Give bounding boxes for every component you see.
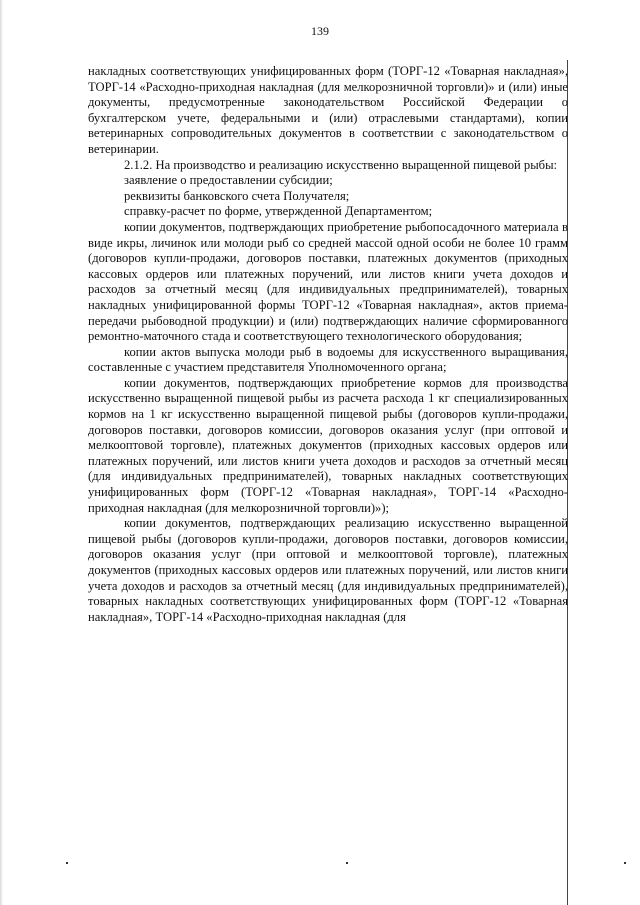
page-number: 139	[311, 24, 329, 38]
paragraph-continuation: накладных соответствующих унифицированных форм (ТОРГ-12 «Товарная накладная», ТОРГ-14 «Расходно-приходная накладная (для мелкорозничной торговли)» и (или) иные документы, предусмотренные законодательством Российской Федерации о бухгалтерском учете, федеральными и (или) отраслевыми стандартами), копии ветеринарных сопроводительных документов в соответствии с законодательством о ветеринарии.	[88, 64, 568, 156]
list-item: копии документов, подтверждающих реализацию искусственно выращенной пищевой рыбы (договоров купли-продажи, договоров поставки, договоров комиссии, договоров оказания услуг (при оптовой и мелкооптовой торговле), платежных документов (приходных кассовых ордеров или платежных поручений, или листов книги учета доходов и расходов за отчетный месяц (для индивидуальных предпринимателей), товарных накладных соответствующих унифицированных форм (ТОРГ-12 «Товарная накладная», ТОРГ-14 «Расходно-приходная накладная (для	[88, 516, 568, 624]
list-item: справку-расчет по форме, утвержденной Департаментом;	[124, 204, 433, 219]
scan-speck	[66, 862, 68, 864]
list-item: реквизиты банковского счета Получателя;	[124, 188, 350, 203]
list-item: копии документов, подтверждающих приобретение рыбопосадочного материала в виде икры, личинок или молоди рыб со средней массой одной особи не более 10 грамм (договоров купли-продажи, договоров поставки, платежных документов (приходных кассовых ордеров или платежных поручений, или листов книги учета доходов и расходов за отчетный месяц (для индивидуальных предпринимателей), товарных накладных унифицированной формы ТОРГ-12 «Товарная накладная», актов приема-передачи рыбоводной продукции) и (или) подтверждающих наличие сформированного ремонтно-маточного стада и соответствующего технологического оборудования;	[88, 219, 568, 344]
scan-speck	[624, 862, 626, 864]
document-body	[88, 64, 568, 625]
scan-edge	[0, 0, 3, 905]
list-item: копии документов, подтверждающих приобретение кормов для производства искусственно выращенной пищевой рыбы из расчета расхода 1 кг специализированных кормов на 1 кг искусственно выращенной пищевой рыбы (договоров купли-продажи, договоров поставки, договоров комиссии, договоров оказания услуг (при оптовой и мелкооптовой торговле), платежных документов (приходных кассовых ордеров или платежных поручений, или листов книги учета доходов и расходов за отчетный месяц (для индивидуальных предпринимателей), товарных накладных соответствующих унифицированных форм (ТОРГ-12 «Товарная накладная», ТОРГ-14 «Расходно-приходная накладная (для мелкорозничной торговли)»);	[88, 375, 568, 515]
section-heading-2-1-2: 2.1.2. На производство и реализацию искусственно выращенной пищевой рыбы:	[124, 157, 558, 172]
scan-speck	[346, 862, 348, 864]
list-item: заявление о предоставлении субсидии;	[124, 173, 333, 188]
list-item: копии актов выпуска молоди рыб в водоемы для искусственного выращивания, составленные с участием представителя Уполномоченного органа;	[88, 344, 568, 375]
